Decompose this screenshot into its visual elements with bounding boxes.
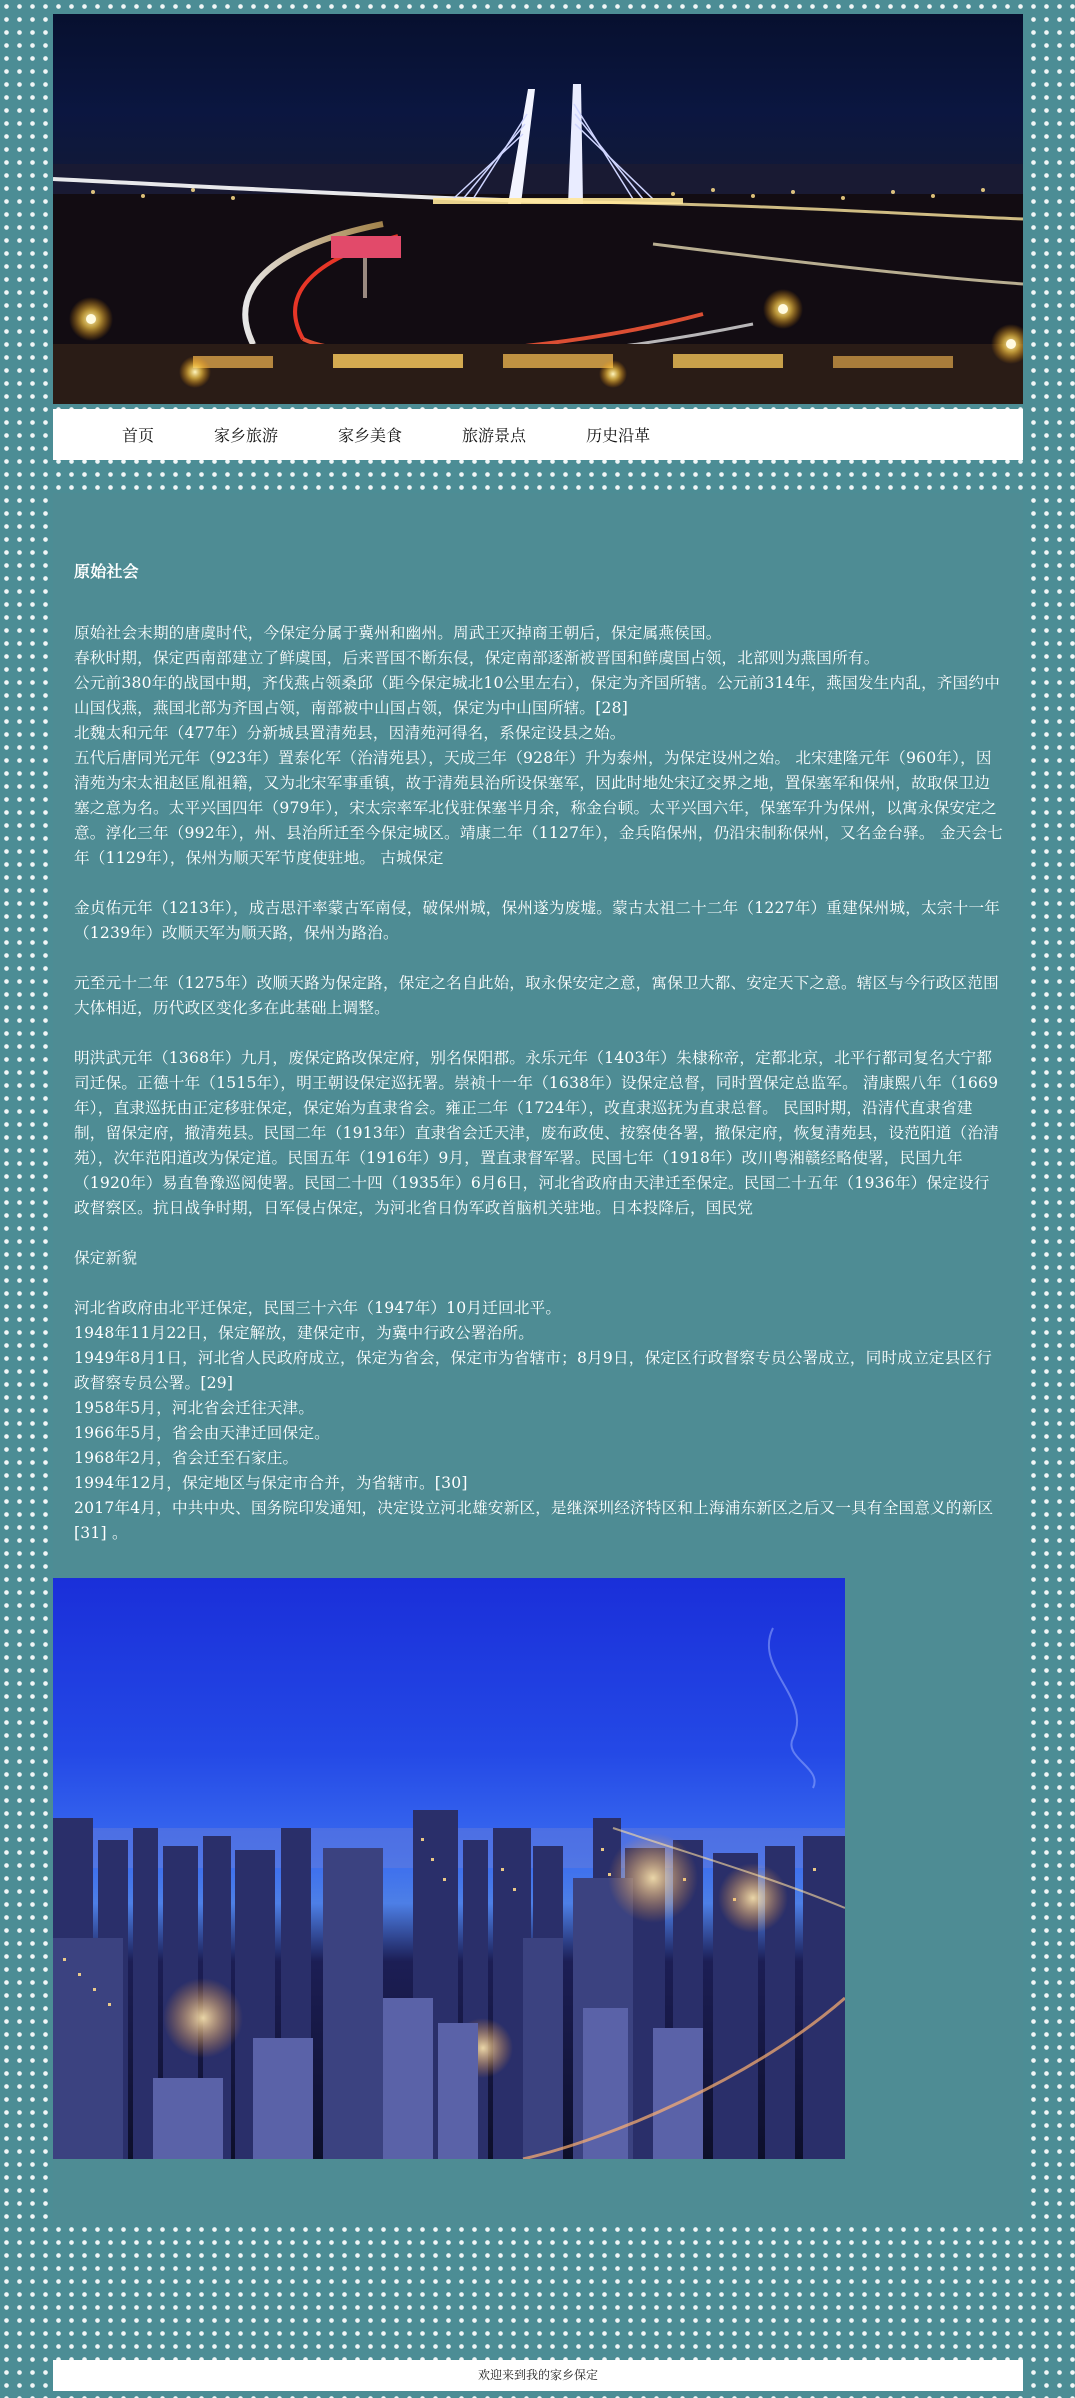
footer-text: 欢迎来到我的家乡保定 — [477, 2368, 598, 2382]
modern-line: 1994年12月，保定地区与保定市合并，为省辖市。[30] — [74, 1474, 468, 1492]
banner-night-bridge-picture — [53, 14, 1023, 404]
history-paragraph — [74, 1046, 1004, 1221]
banner-image — [53, 14, 1023, 404]
history-line: 金贞佑元年（1213年），成吉思汗率蒙古军南侵，破保州城，保州遂为废墟。蒙古太祖二十二年（1227年）重建保州城，太宗十一年（1239年）改顺天军为顺天路，保州为路治。 — [74, 899, 1001, 942]
history-paragraph — [74, 896, 1004, 946]
nav-item-hometown-food[interactable]: 家乡美食 — [338, 426, 403, 445]
section-subheading: 保定新貌 — [74, 1249, 138, 1267]
nav-item-scenic-spots[interactable]: 旅游景点 — [462, 426, 527, 445]
history-line: 春秋时期，保定西南部建立了鲜虞国，后来晋国不断东侵，保定南部逐渐被晋国和鲜虞国占领，北部则为燕国所有。 — [74, 649, 880, 667]
history-paragraph — [74, 621, 1004, 871]
modern-line: 1958年5月，河北省会迁往天津。 — [74, 1399, 315, 1417]
nav-item-hometown-travel[interactable]: 家乡旅游 — [214, 426, 279, 445]
modern-line: 河北省政府由北平迁保定，民国三十六年（1947年）10月迁回北平。 — [74, 1299, 562, 1317]
city-skyline-picture — [53, 1578, 845, 2159]
city-night-photo — [53, 1578, 845, 2159]
main-nav — [53, 409, 1023, 460]
history-line: 明洪武元年（1368年）九月，废保定路改保定府，别名保阳郡。永乐元年（1403年）朱棣称帝，定都北京，北平行都司复名大宁都司迁保。正德十年（1515年），明王朝设保定巡抚署。崇祯十一年（1638年）设保定总督，同时置保定总监军。 清康熙八年（1669年），直隶巡抚由正定移驻保定，保定始为直隶省会。雍正二年（1724年），改直隶巡抚为直隶总督。 民国时期，沿清代直隶省建制，留保定府，撤清苑县。民国二年（1913年）直隶省会迁天津，废布政使、按察使各署，撤保定府，恢复清苑县，设范阳道（治清苑），次年范阳道改为保定道。民国五年（1916年）9月，置直隶督军署。民国七年（1918年）改川粤湘赣经略使署，民国九年（1920年）易直鲁豫巡阅使署。民国二十四（1935年）6月6日，河北省政府由天津迁至保定。民国二十五年（1936年）保定设行政督察区。抗日战争时期，日军侵占保定，为河北省日伪军政首脑机关驻地。日本投降后，国民党 — [74, 1049, 999, 1217]
page-wrapper — [53, 14, 1023, 2226]
section-heading: 原始社会 — [74, 562, 139, 581]
modern-line: 1966年5月，省会由天津迁回保定。 — [74, 1424, 330, 1442]
modern-line: 1948年11月22日，保定解放，建保定市，为冀中行政公署治所。 — [74, 1324, 535, 1342]
footer-bar — [53, 2360, 1023, 2391]
history-paragraph — [74, 971, 1004, 1021]
history-line: 原始社会末期的唐虞时代，今保定分属于冀州和幽州。周武王灭掉商王朝后，保定属燕侯国。 — [74, 624, 722, 642]
content-panel — [53, 493, 1023, 2226]
modern-line: 2017年4月，中共中央、国务院印发通知，决定设立河北雄安新区，是继深圳经济特区和上海浦东新区之后又一具有全国意义的新区[31] 。 — [74, 1499, 994, 1542]
nav-item-history[interactable]: 历史沿革 — [586, 426, 651, 445]
article-text — [74, 559, 1004, 1571]
modern-line: 1968年2月，省会迁至石家庄。 — [74, 1449, 299, 1467]
history-line: 五代后唐同光元年（923年）置泰化军（治清苑县），天成三年（928年）升为泰州，为保定设州之始。 北宋建隆元年（960年），因清苑为宋太祖赵匡胤祖籍，又为北宋军事重镇，故于清苑县治所设保塞军，因此时地处宋辽交界之地，置保塞军和保州，故取保卫边塞之意为名。太平兴国四年（979年），宋太宗率军北伐驻保塞半月余，称金台顿。太平兴国六年，保塞军升为保州，以寓永保安定之意。淳化三年（992年），州、县治所迁至今保定城区。靖康二年（1127年），金兵陷保州，仍沿宋制称保州，又名金台驿。 金天会七年（1129年），保州为顺天军节度使驻地。 古城保定 — [74, 749, 1004, 867]
history-line: 元至元十二年（1275年）改顺天路为保定路，保定之名自此始，取永保安定之意，寓保卫大都、安定天下之意。辖区与今行政区范围大体相近，历代政区变化多在此基础上调整。 — [74, 974, 999, 1017]
history-line: 北魏太和元年（477年）分新城县置清苑县，因清苑河得名，系保定设县之始。 — [74, 724, 626, 742]
nav-item-home[interactable]: 首页 — [122, 426, 155, 445]
modern-paragraph — [74, 1296, 1004, 1546]
history-line: 公元前380年的战国中期，齐伐燕占领桑邱（距今保定城北10公里左右），保定为齐国所辖。公元前314年，燕国发生内乱，齐国约中山国伐燕，燕国北部为齐国占领，南部被中山国占领，保定为中山国所辖。[28] — [74, 674, 1001, 717]
modern-line: 1949年8月1日，河北省人民政府成立，保定为省会，保定市为省辖市；8月9日，保定区行政督察专员公署成立，同时成立定县区行政督察专员公署。[29] — [74, 1349, 993, 1392]
